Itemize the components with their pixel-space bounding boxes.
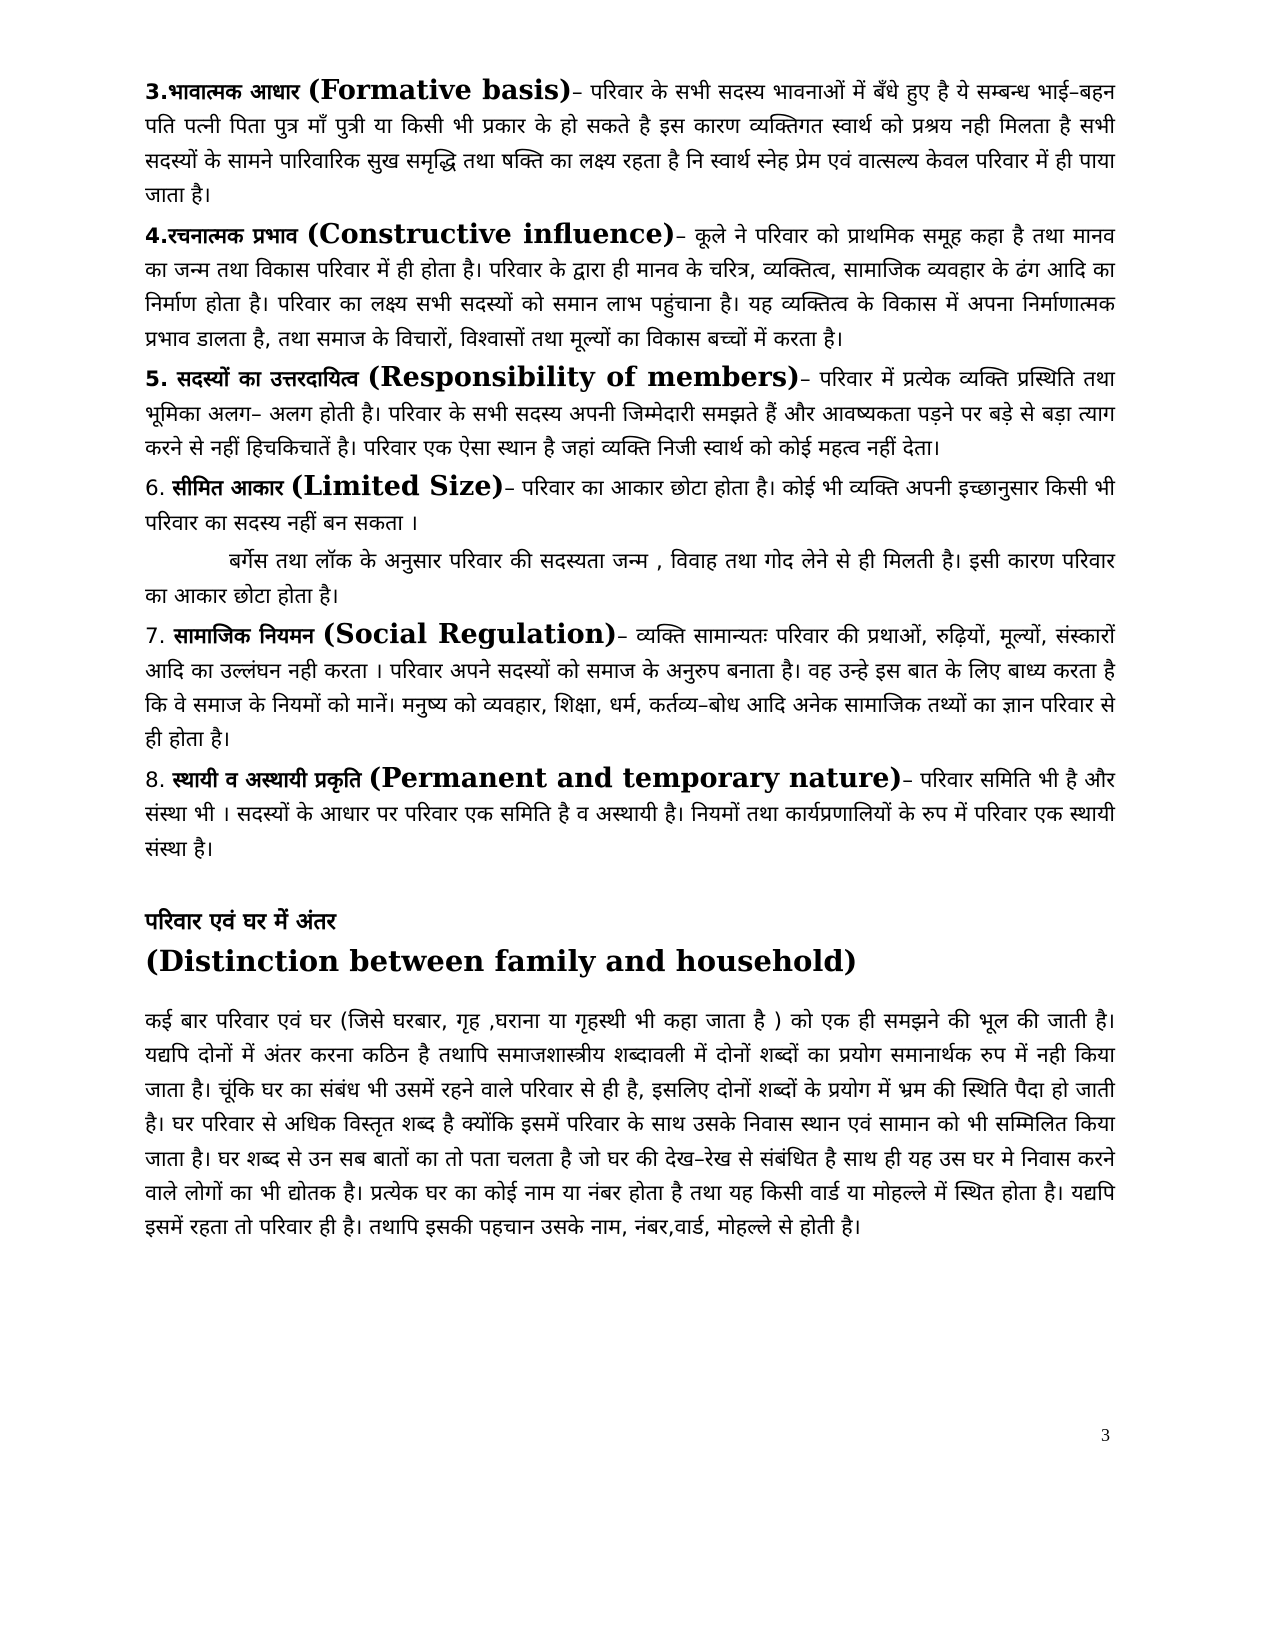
point-6 bbox=[145, 470, 1115, 541]
document-page bbox=[145, 74, 1115, 1250]
point-title-english: (Social Regulation) bbox=[322, 619, 618, 651]
point-extra: बर्गेस तथा लॉक के अनुसार परिवार की सदस्यता जन्म , विवाह तथा गोद लेने से ही मिलती है। इसी कारण परिवार का आकार छोटा होता है। bbox=[145, 549, 1115, 609]
point-title-english: (Responsibility of members) bbox=[367, 362, 800, 394]
point-title-hindi: सदस्यों का उत्तरदायित्व bbox=[177, 367, 359, 393]
point-title-english: (Constructive influence) bbox=[306, 218, 676, 250]
point-title-hindi: रचनात्मक प्रभाव bbox=[168, 223, 298, 249]
point-3 bbox=[145, 74, 1115, 214]
page-number: 3 bbox=[1101, 1425, 1110, 1445]
point-title-hindi: भावात्मक आधार bbox=[168, 80, 300, 105]
section-heading-english: (Distinction between family and household) bbox=[145, 943, 858, 978]
point-number: 8. bbox=[145, 767, 166, 793]
point-number: 6. bbox=[145, 476, 166, 502]
point-title-hindi: स्थायी व अस्थायी प्रकृति bbox=[172, 767, 362, 793]
point-body: – व्यक्ति सामान्यतः परिवार की प्रथाओं, रुढ़ियों, मूल्यों, संस्कारों आदि का उल्लंघन नही करता । परिवार अपने सदस्यों को समाज के अनुरुप बनाता है। वह उन्हे इस बात के लिए बाध्य करता है कि वे समाज के नियमों को मानें। मनुष्य को व्यवहार, शिक्षा, धर्म, कर्तव्य–बोध आदि अनेक सामाजिक तथ्यों का ज्ञान परिवार से ही होता है। bbox=[145, 624, 1115, 753]
point-number: 5. bbox=[145, 367, 169, 393]
point-number: 7. bbox=[145, 624, 166, 650]
point-body: – परिवार में प्रत्येक व्यक्ति प्रस्थिति तथा भूमिका अलग– अलग होती है। परिवार के सभी सदस्य अपनी जिम्मेदारी समझते हैं और आवष्यकता पड़ने पर बड़े से बड़ा त्याग करने से नहीं हिचकिचातें है। परिवार एक ऐसा स्थान है जहां व्यक्ति निजी स्वार्थ को कोई महत्व नहीं देता। bbox=[145, 367, 1115, 462]
point-5 bbox=[145, 361, 1115, 466]
section-body: कई बार परिवार एवं घर (जिसे घरबार, गृह ,घराना या गृहस्थी भी कहा जाता है ) को एक ही समझने की भूल की जाती है। यद्यपि दोनों में अंतर करना कठिन है तथापि समाजशास्त्रीय शब्दावली में दोनों शब्दों का प्रयोग समानार्थक रुप में नही किया जाता है। चूंकि घर का संबंध भी उसमें रहने वाले परिवार से ही है, इसलिए दोनों शब्दों के प्रयोग में भ्रम की स्थिति पैदा हो जाती है। घर परिवार से अधिक विस्तृत शब्द है क्योंकि इसमें परिवार के साथ उसके निवास स्थान एवं सामान को भी सम्मिलित किया जाता है। घर शब्द से उन सब बातों का तो पता चलता है जो घर की देख–रेख से संबंधित है साथ ही यह उस घर मे निवास करने वाले लोगों का भी द्योतक है। प्रत्येक घर का कोई नाम या नंबर होता है तथा यह किसी वार्ड या मोहल्ले में स्थित होता है। यद्यपि इसमें रहता तो परिवार ही है। तथापि इसकी पहचान उसके नाम, नंबर,वार्ड, मोहल्ले से होती है। bbox=[145, 1008, 1115, 1241]
point-title-hindi: सामाजिक नियमन bbox=[173, 624, 315, 650]
section-heading-hindi: परिवार एवं घर में अंतर bbox=[145, 908, 336, 935]
point-body: – परिवार के सभी सदस्य भावनाओं में बँधे हुए है ये सम्बन्ध भाई–बहन पति पत्नी पिता पुत्र माँ पुत्री या किसी भी प्रकार के हो सकते है इस कारण व्यक्तिगत स्वार्थ को प्रश्रय नही मिलता है सभी सदस्यों के सामने पारिवारिक सुख समृद्धि तथा षक्ति का लक्ष्य रहता है नि स्वार्थ स्नेह प्रेम एवं वात्सल्य केवल परिवार में ही पाया जाता है। bbox=[145, 80, 1115, 209]
point-title-english: (Formative basis) bbox=[307, 75, 572, 106]
point-body: – कूले ने परिवार को प्राथमिक समूह कहा है तथा मानव का जन्म तथा विकास परिवार में ही होता है। परिवार के द्वारा ही मानव के चरित्र, व्यक्तित्व, सामाजिक व्यवहार के ढंग आदि का निर्माण होता है। परिवार का लक्ष्य सभी सदस्यों को समान लाभ पहुंचाना है। यह व्यक्तित्व के विकास में अपना निर्माणात्मक प्रभाव डालता है, तथा समाज के विचारों, विश्वासों तथा मूल्यों का विकास बच्चों में करता है। bbox=[145, 223, 1116, 352]
point-number: 3. bbox=[145, 80, 169, 105]
point-6-continuation bbox=[145, 545, 1115, 614]
point-title-english: (Permanent and temporary nature) bbox=[368, 762, 903, 794]
point-8 bbox=[145, 762, 1115, 867]
point-title-hindi: सीमित आकार bbox=[172, 476, 284, 502]
point-body: – परिवार समिति भी है और संस्था भी । सदस्यों के आधार पर परिवार एक समिति है व अस्थायी है। नियमों तथा कार्यप्रणालियों के रुप में परिवार एक स्थायी संस्था है। bbox=[145, 767, 1115, 862]
point-body: – परिवार का आकार छोटा होता है। कोई भी व्यक्ति अपनी इच्छानुसार किसी भी परिवार का सदस्य नहीं बन सकता । bbox=[145, 476, 1116, 536]
point-title-english: (Limited Size) bbox=[290, 471, 505, 503]
point-number: 4. bbox=[145, 223, 169, 249]
point-4 bbox=[145, 218, 1115, 358]
point-7 bbox=[145, 618, 1115, 758]
